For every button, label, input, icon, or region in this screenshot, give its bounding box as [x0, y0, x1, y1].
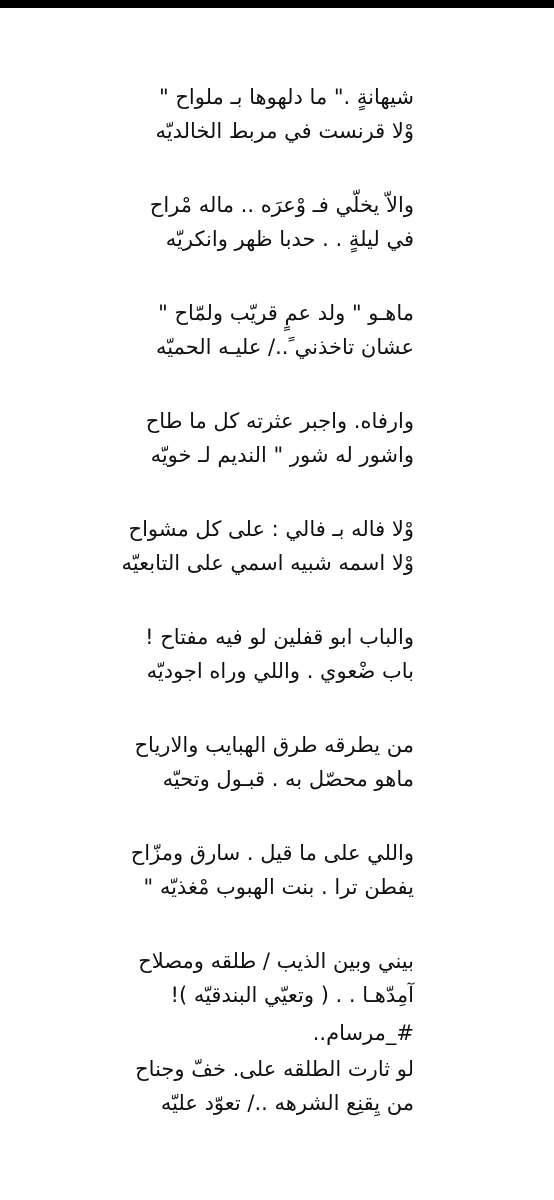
poem-line: ماهـو " ولد عمٍ قريّب ولمّاح " [158, 301, 414, 325]
poem-line: من يِقنِع الشرهه ../ تعوّد عليّه [160, 1091, 414, 1115]
stanza [0, 296, 554, 404]
poem-line: عشان تاخذني ً../ عليـه الحميّه [155, 335, 414, 359]
poem-line: ماهو محصّل به . قبـول وتحيّه [162, 767, 414, 791]
poem-line: وارفاه. واجبر عثرته كل ما طاح [145, 409, 414, 433]
stanza [0, 188, 554, 296]
poem-line: بيني وبين الذيب / طلقه ومصلاح [138, 949, 414, 973]
poem-line: في ليلةٍ . . حدبا ظهر وانكريّه [165, 227, 414, 251]
poem-line: والاّ يخلّي فـ وْعرَه .. ماله مْراح [149, 193, 414, 217]
poem-line: واشور له شور " النديم لـ خويّه [150, 443, 414, 467]
poem [0, 80, 554, 1160]
stanza [0, 404, 554, 512]
stanza [0, 836, 554, 944]
stanza [0, 944, 554, 1052]
stanza [0, 1052, 554, 1160]
poem-line: وْلا فاله بـ فالي : على كل مشواح [128, 517, 414, 541]
poem-line: وْلا اسمه شبيه اسمي على التابعيّه [121, 551, 414, 575]
stanza [0, 512, 554, 620]
poem-line: والباب ابو قفلين لو فيه مفتاح ! [145, 625, 414, 649]
stanza [0, 728, 554, 836]
poem-line: واللي على ما قيل . سارق ومزّاح [130, 841, 414, 865]
poem-line: وْلا قرنست في مربط الخالديّه [155, 119, 414, 143]
hashtag-signature: #_مرسام.. [312, 1021, 414, 1045]
poem-line: لو ثارت الطلقه على. خفّ وجناح [135, 1057, 414, 1081]
poem-line: باب ضْعوي . واللي وراه اجوديّه [146, 659, 414, 683]
stanza [0, 80, 554, 188]
poem-line: من يطرقه طرق الهبايب والارياح [134, 733, 414, 757]
poem-line: آمِدّهـا . . ( وتعيّي البندقيّه )! [170, 983, 414, 1007]
stanza [0, 620, 554, 728]
status-bar [0, 0, 554, 8]
poem-line: شيهانةٍ ." ما دلهوها بـ ملواح " [159, 85, 414, 109]
poem-line: يفطن ترا . بنت الهبوب مْغذيّه " [143, 875, 414, 899]
